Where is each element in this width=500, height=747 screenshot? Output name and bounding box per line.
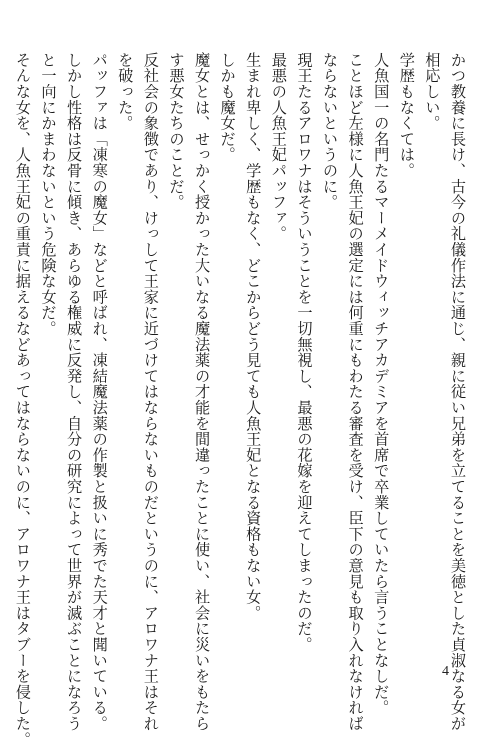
text-line: 現王たるアロワナはそういうことを一切無視し、最悪の花嫁を迎えてしまったのだ。 (295, 52, 314, 653)
text-line: 反社会の象徴であり、けっして王家に近づけてはならないものだというのに、アロワナ王はそれ (141, 52, 160, 732)
text-line: しかし性格は反骨に傾き、あらゆる権威に反発し、自分の研究によって世界が滅ぶことになろう (65, 52, 84, 732)
text-line: 相応しい。 (423, 52, 442, 131)
text-line: ならないというのに。 (321, 52, 340, 210)
text-line: 生まれ卑しく、学歴もなく、どこからどう見ても人魚王妃となる資格もない女。 (244, 52, 263, 621)
text-line: かつ教養に長け、古今の礼儀作法に通じ、親に従い兄弟を立てることを美徳とした貞淑なる女が (449, 52, 467, 732)
text-line: ことほど左様に人魚王妃の選定には何重にもわたる審査を受け、臣下の意見も取り入れなければ (346, 52, 365, 732)
text-line: パッファは「凍寒の魔女」などと呼ばれ、凍結魔法薬の作製と扱いに秀でた天才と聞いている。 (90, 52, 109, 732)
text-line: 人魚国一の名門たるマーメイドウィッチアカデミアを首席で卒業していたら言うことなしだ。 (372, 52, 391, 716)
text-line: す悪女たちのことだ。 (167, 52, 186, 210)
text-line: 魔女とは、せっかく授かった大いなる魔法薬の才能を間違ったことに使い、社会に災いをもたら (193, 52, 212, 732)
text-line: 最悪の人魚王妃パッファ。 (269, 52, 288, 242)
text-line: そんな女を、人魚王妃の重責に据えるなどあってはならないのに、アロワナ王はタブーを侵した。 (13, 52, 32, 747)
text-line: を破った。 (116, 52, 135, 131)
page-number: 4 (442, 664, 449, 679)
text-line: しかも魔女だ。 (218, 52, 237, 163)
text-line: 学歴もなくては。 (397, 52, 416, 179)
vertical-text-body (13, 52, 470, 747)
text-line: と一向にかまわないという危険な女だ。 (39, 52, 58, 337)
